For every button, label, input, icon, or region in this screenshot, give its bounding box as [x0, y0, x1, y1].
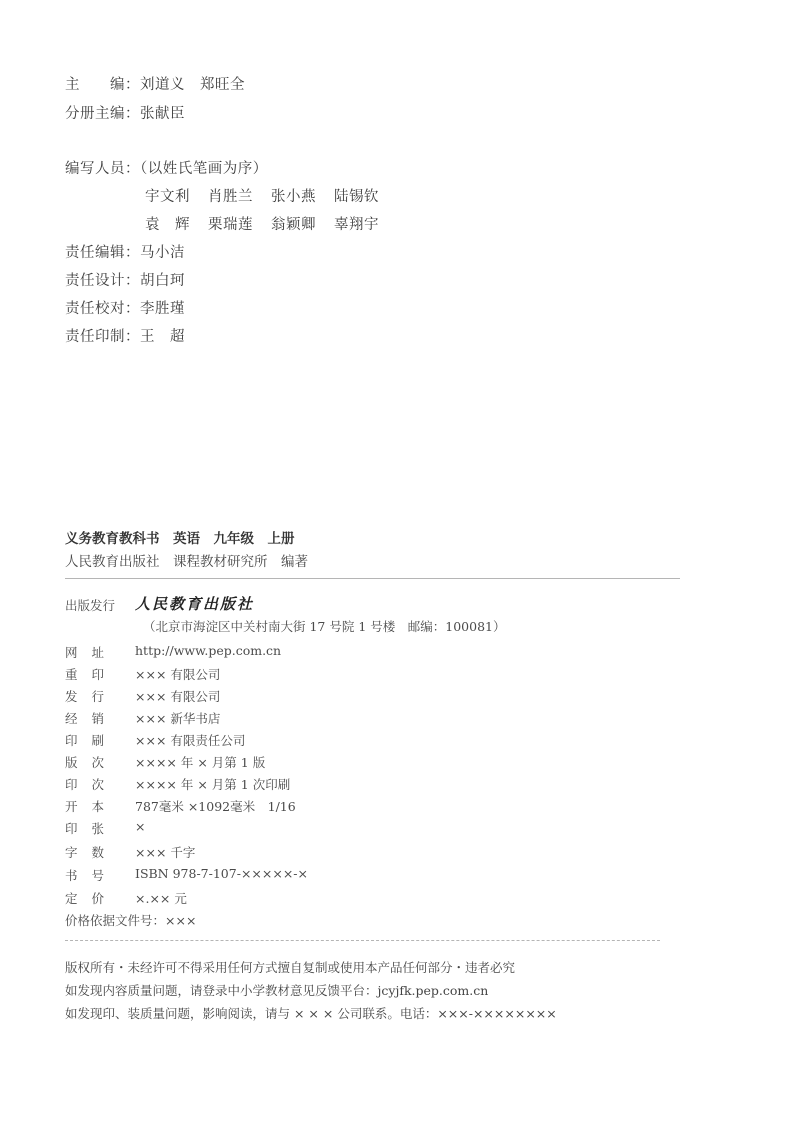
imprint-value: http://www.pep.com.cn: [135, 643, 282, 658]
imprint-row: [65, 709, 665, 729]
price-basis: 价格依据文件号：×××: [65, 913, 197, 928]
imprint-row: [65, 843, 665, 863]
imprint-row: [65, 753, 665, 773]
writer-name: 宇文利: [145, 189, 190, 205]
imprint-label: 重印: [65, 667, 119, 682]
publisher-label: 出版发行: [65, 598, 116, 613]
imprint-value: ×.×× 元: [135, 891, 187, 906]
writer-name: 肖胜兰: [208, 189, 253, 205]
imprint-label: 印张: [65, 821, 119, 836]
imprint-row: [65, 819, 665, 839]
writer-name: 陆锡钦: [334, 189, 379, 205]
responsible-design-name: 胡白珂: [140, 273, 185, 289]
imprint-label: 印刷: [65, 733, 119, 748]
responsible-editor-line: [65, 241, 185, 262]
imprint-row: [65, 866, 665, 886]
responsible-editor-label: 责任编辑：: [65, 245, 140, 261]
imprint-row: [65, 889, 665, 909]
imprint-label: 印次: [65, 777, 119, 792]
imprint-row: [65, 687, 665, 707]
responsible-design-line: [65, 269, 185, 290]
chief-editor-names: 刘道义 郑旺全: [140, 77, 245, 93]
responsible-proof-line: [65, 297, 185, 318]
writer-name: 栗瑞莲: [208, 217, 253, 233]
publisher-logo: 人民教育出版社: [135, 595, 255, 613]
responsible-print-line: [65, 325, 185, 346]
writer-name: 辜翔宇: [334, 217, 379, 233]
responsible-design-label: 责任设计：: [65, 273, 140, 289]
imprint-value: ISBN 978-7-107-×××××-×: [135, 866, 309, 881]
imprint-value: ××× 有限责任公司: [135, 733, 246, 748]
responsible-print-name: 王 超: [140, 329, 185, 345]
writers-row-1: [145, 185, 397, 206]
imprint-value: ××× 有限公司: [135, 689, 221, 704]
volume-chief-label: 分册主编：: [65, 106, 140, 122]
imprint-label: 经销: [65, 711, 119, 726]
imprint-label: 版次: [65, 755, 119, 770]
writer-name: 袁 辉: [145, 217, 190, 233]
imprint-value: 787毫米 ×1092毫米 1/16: [135, 799, 296, 814]
writers-line: [65, 157, 268, 178]
writers-note: （以姓氏笔画为序）: [140, 161, 268, 177]
imprint-label: 开本: [65, 799, 119, 814]
quality-feedback-notice: 如发现内容质量问题，请登录中小学教材意见反馈平台：jcyjfk.pep.com.cn: [65, 983, 489, 998]
volume-chief-editor-line: [65, 102, 185, 123]
responsible-proof-name: 李胜瑾: [140, 301, 185, 317]
book-title: 义务教育教科书 英语 九年级 上册: [65, 531, 295, 547]
copyright-notice: 版权所有・未经许可不得采用任何方式擅自复制或使用本产品任何部分・违者必究: [65, 960, 516, 975]
volume-chief-names: 张献臣: [140, 106, 185, 122]
imprint-row: [65, 731, 665, 751]
imprint-row: [65, 665, 665, 685]
writers-row-2: [145, 213, 397, 234]
imprint-row: [65, 643, 665, 663]
imprint-label: 定价: [65, 891, 119, 906]
chief-editor-label: 主 编：: [65, 77, 140, 93]
imprint-label: 字数: [65, 845, 119, 860]
responsible-proof-label: 责任校对：: [65, 301, 140, 317]
writer-name: 翁颖卿: [271, 217, 316, 233]
imprint-label: 发行: [65, 689, 119, 704]
imprint-value: ××× 新华书店: [135, 711, 221, 726]
bottom-divider: [65, 940, 660, 941]
imprint-value: ××× 有限公司: [135, 667, 221, 682]
responsible-print-label: 责任印制：: [65, 329, 140, 345]
imprint-row: [65, 775, 665, 795]
responsible-editor-name: 马小洁: [140, 245, 185, 261]
imprint-value: ×: [135, 819, 146, 834]
print-feedback-notice: 如发现印、装质量问题，影响阅读，请与 × × × 公司联系。电话：×××-××××××××: [65, 1006, 557, 1021]
writer-name: 张小燕: [271, 189, 316, 205]
book-authors: 人民教育出版社 课程教材研究所 编著: [65, 554, 308, 570]
top-divider: [65, 578, 680, 579]
writers-label: 编写人员：: [65, 161, 140, 177]
imprint-row: [65, 797, 665, 817]
imprint-value: ×××× 年 × 月第 1 次印刷: [135, 777, 291, 792]
imprint-label: 书号: [65, 868, 119, 883]
imprint-value: ×××× 年 × 月第 1 版: [135, 755, 266, 770]
imprint-label: 网址: [65, 645, 119, 660]
imprint-value: ××× 千字: [135, 845, 196, 860]
publisher-address: （北京市海淀区中关村南大街 17 号院 1 号楼 邮编：100081）: [143, 619, 506, 634]
chief-editor-line: [65, 73, 245, 94]
